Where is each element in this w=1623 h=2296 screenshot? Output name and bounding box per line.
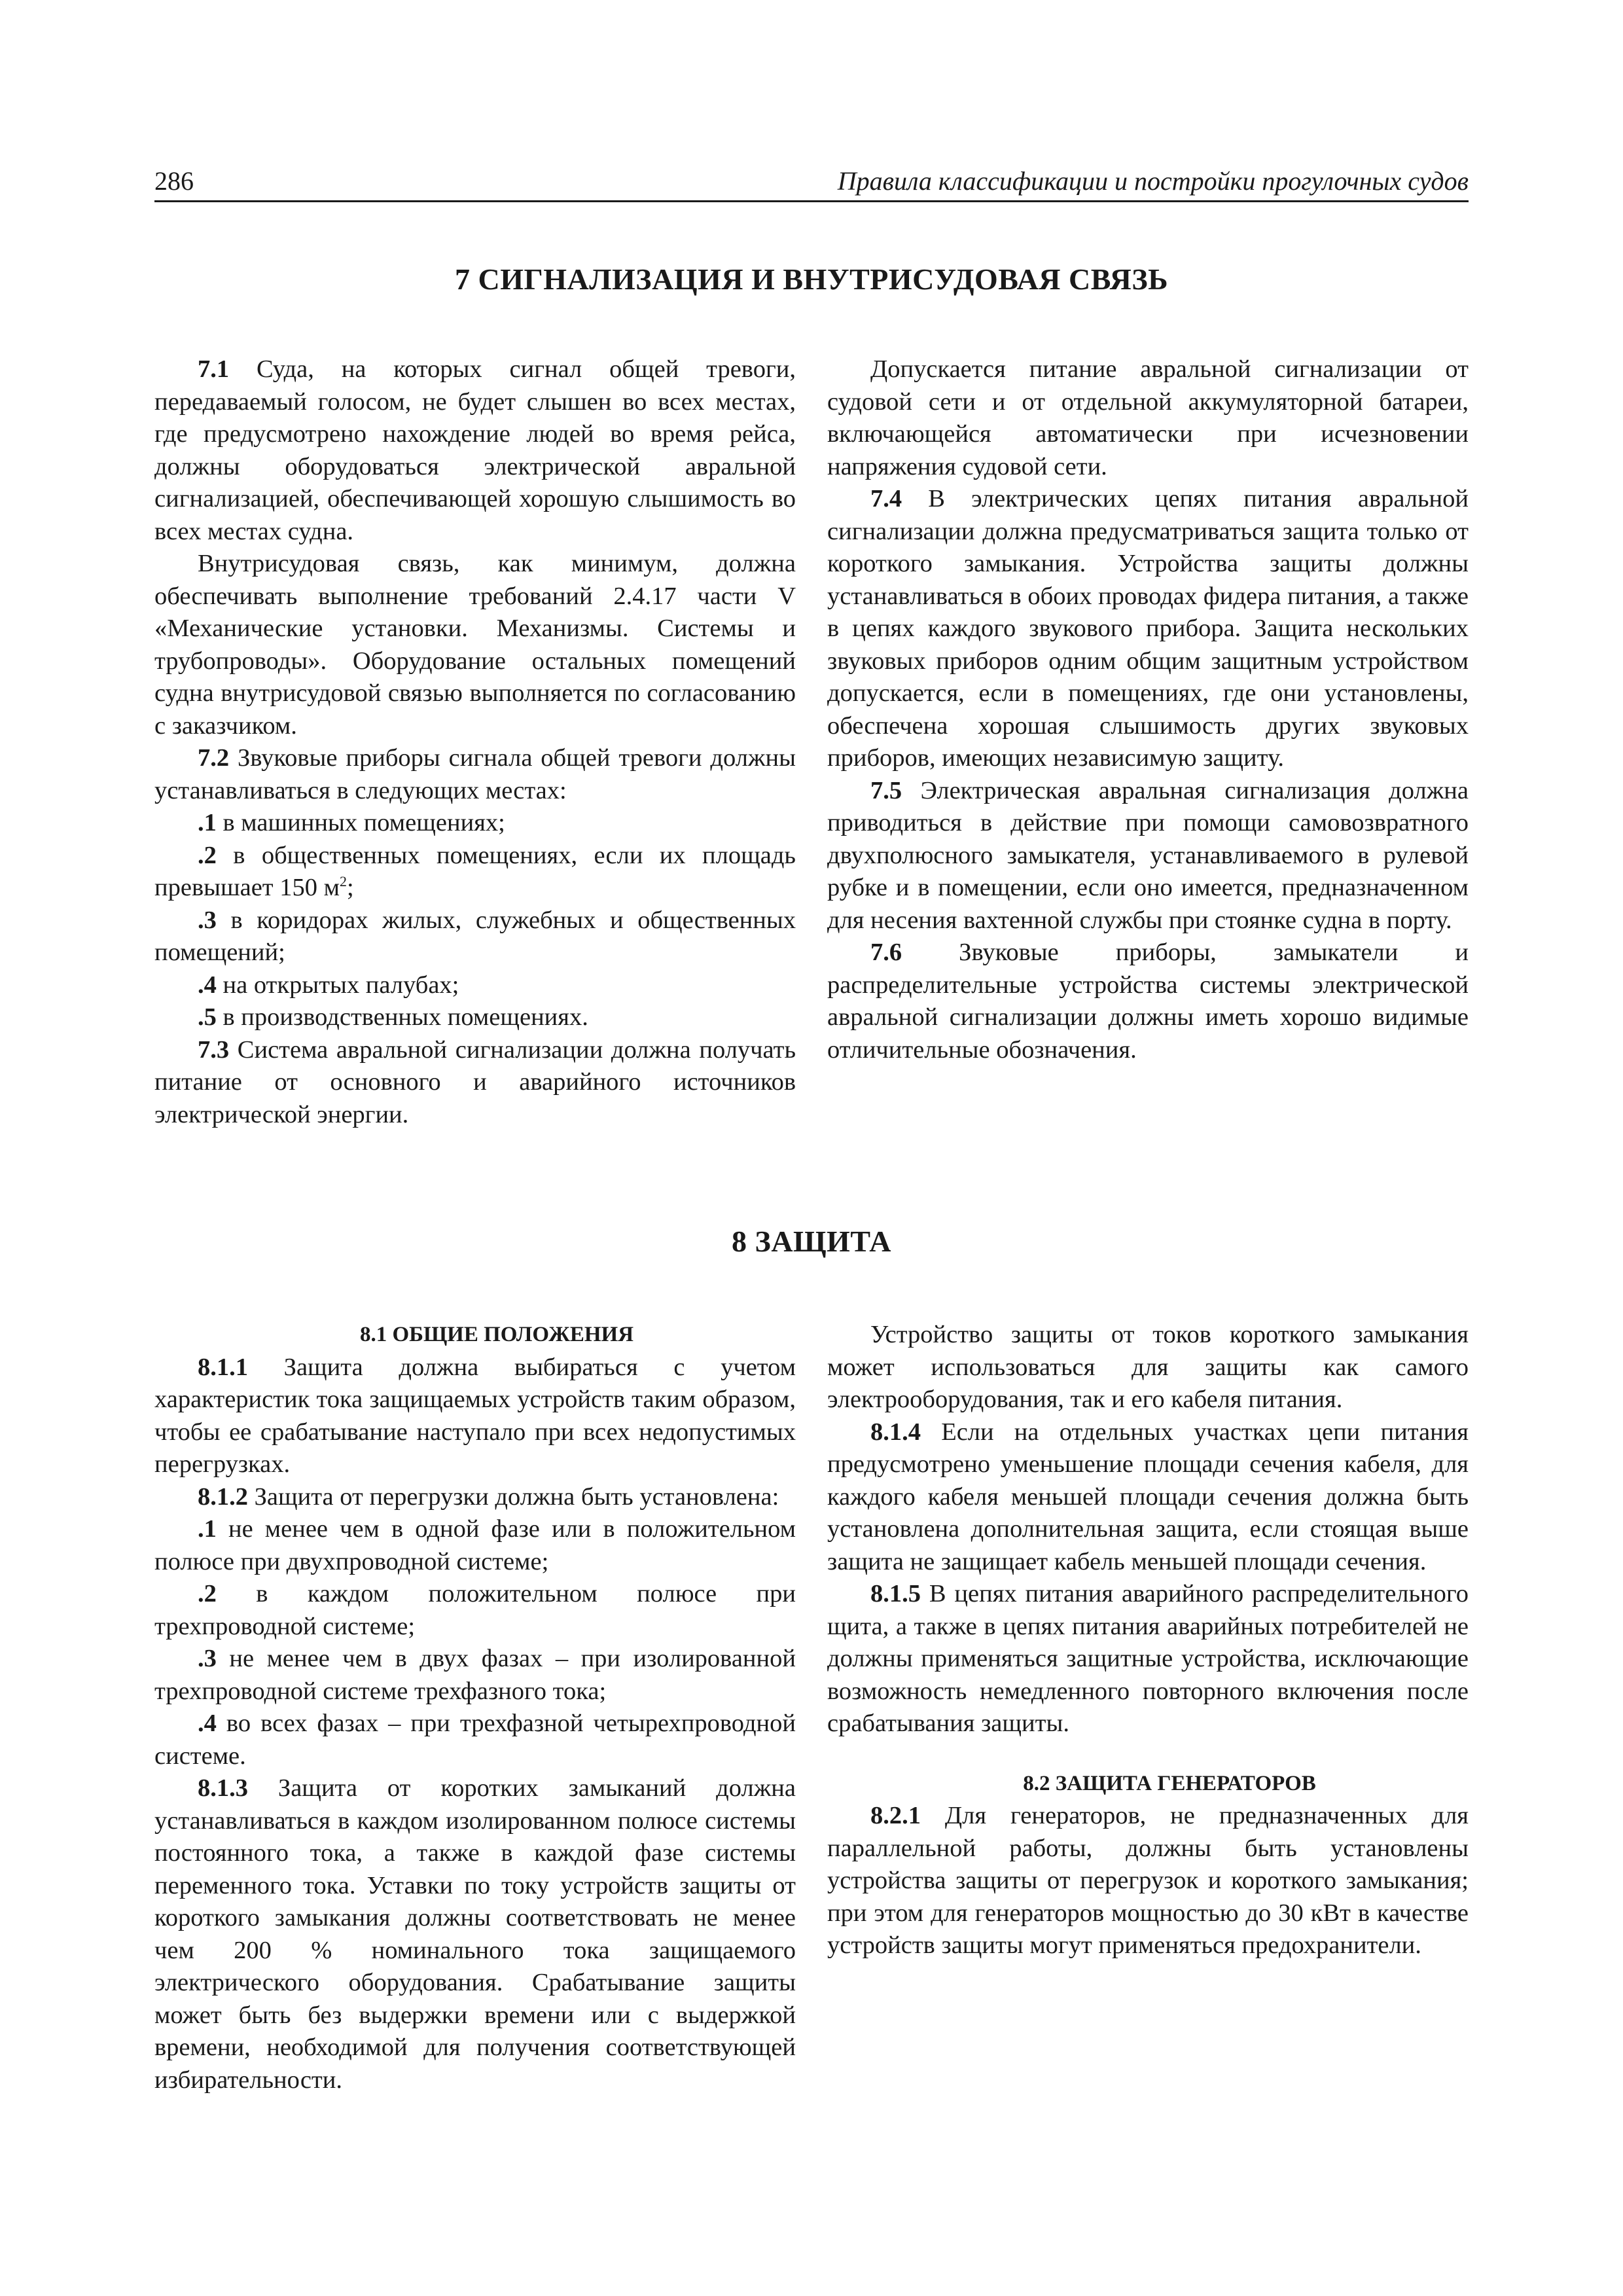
clause-text: Защита должна выбираться с учетом характеристик тока защищаемых устройств таким образом, чтобы ее срабатывание наступало при всех недопустимых перегрузках. [154, 1353, 796, 1478]
list-item [154, 1578, 796, 1643]
paragraph-8-1-3 [154, 1772, 796, 2096]
clause-text: Звуковые приборы, замыкатели и распределительные устройства системы электрической авральной сигнализации должны иметь хорошо видимые отличительные обозначения. [827, 939, 1469, 1064]
clause-number: 7.4 [870, 485, 902, 512]
superscript: 2 [340, 873, 347, 890]
paragraph-7-1 [154, 353, 796, 548]
list-item-number: .3 [198, 1645, 217, 1672]
section-8-right-column [827, 1319, 1469, 1962]
clause-text: Звуковые приборы сигнала общей тревоги должны устанавливаться в следующих местах: [154, 744, 796, 804]
list-item-number: .4 [198, 1710, 217, 1737]
list-item-number: .5 [198, 1003, 217, 1031]
clause-number: 7.1 [198, 355, 230, 383]
list-item-number: .3 [198, 906, 217, 934]
clause-text: Электрическая авральная сигнализация должна приводиться в действие при помощи самовозвратного двухполюсного замыкателя, устанавливаемого в рулевой рубке и в помещении, если оно имеется, предназначенном для несения вахтенной службы при стоянке судна в порту. [827, 776, 1469, 934]
list-item-text: в коридорах жилых, служебных и общественных помещений; [154, 906, 796, 966]
list-item-number: .2 [198, 1580, 217, 1607]
clause-number: 7.6 [870, 939, 902, 966]
list-item-text: во всех фазах – при трехфазной четырехпроводной системе. [154, 1710, 796, 1770]
paragraph-7-3 [154, 1034, 796, 1132]
list-item-number: .2 [198, 841, 217, 869]
clause-number: 8.2.1 [870, 1802, 921, 1829]
running-title: Правила классификации и постройки прогулочных судов [837, 166, 1469, 196]
paragraph-8-2-1 [827, 1800, 1469, 1962]
list-item-text: в производственных помещениях. [216, 1003, 588, 1031]
clause-number: 8.1.2 [198, 1482, 248, 1511]
paragraph-7-6 [827, 937, 1469, 1066]
section-8-left-column [154, 1319, 796, 2096]
clause-text: Защита от перегрузки должна быть установлена: [248, 1482, 779, 1511]
list-item-number: .1 [198, 1515, 217, 1543]
list-item [154, 807, 796, 840]
page-number: 286 [154, 166, 194, 196]
list-item-tail: ; [347, 874, 354, 901]
clause-number: 8.1.3 [198, 1774, 248, 1802]
page-header [154, 152, 1469, 202]
list-item-text: не менее чем в двух фазах – при изолированной трехпроводной системе трехфазного тока; [154, 1645, 796, 1705]
paragraph-8-1-4 [827, 1416, 1469, 1579]
clause-number: 8.1.4 [870, 1418, 921, 1446]
clause-text: В электрических цепях питания авральной сигнализации должна предусматриваться защита только от короткого замыкания. Устройства защиты должны устанавливаться в обоих проводах фидера питания, а также в цепях каждого звукового прибора. Защита нескольких звуковых приборов одним общим защитным устройством допускается, если в помещениях, где они установлены, обеспечена хорошая слышимость других звуковых приборов, имеющих независимую защиту. [827, 485, 1469, 772]
clause-text: Если на отдельных участках цепи питания предусмотрено уменьшение площади сечения кабеля, для каждого кабеля меньшей площади сечения должна быть установлена дополнительная защита, если стоящая выше защита не защищает кабель меньшей площади сечения. [827, 1418, 1469, 1575]
list-item [154, 1001, 796, 1034]
clause-text: Для генераторов, не предназначенных для параллельной работы, должны быть установлены устройства защиты от перегрузок и короткого замыкания; при этом для генераторов мощностью до 30 кВт в качестве устройств защиты могут применяться предохранители. [827, 1802, 1469, 1959]
paragraph-7-3-continued: Допускается питание авральной сигнализации от судовой сети и от отдельной аккумуляторной батареи, включающейся автоматически при исчезновении напряжения судовой сети. [827, 355, 1469, 480]
clause-text: В цепях питания аварийного распределительного щита, а также в цепях питания аварийных потребителей не должны применяться защитные устройства, исключающие возможность немедленного повторного включения после срабатывания защиты. [827, 1580, 1469, 1737]
list-item-text: в машинных помещениях; [216, 809, 505, 836]
list-item-text: на открытых палубах; [216, 971, 459, 999]
list-item-text: в общественных помещениях, если их площадь превышает 150 м [154, 841, 796, 901]
clause-number: 8.1.1 [198, 1353, 248, 1381]
list-item [154, 840, 796, 905]
list-item [154, 905, 796, 969]
clause-number: 7.3 [198, 1035, 230, 1064]
list-item [154, 969, 796, 1002]
subsection-8-2-title: 8.2 ЗАЩИТА ГЕНЕРАТОРОВ [1023, 1771, 1316, 1795]
section-7-right-column [827, 353, 1469, 1066]
clause-number: 8.1.5 [870, 1580, 921, 1607]
section-7-left-column [154, 353, 796, 1131]
list-item-text: в каждом положительном полюсе при трехпроводной системе; [154, 1580, 796, 1640]
section-8-title: 8 ЗАЩИТА [732, 1225, 891, 1258]
section-7-title: 7 СИГНАЛИЗАЦИЯ И ВНУТРИСУДОВАЯ СВЯЗЬ [454, 262, 1169, 296]
paragraph-7-1-continued: Внутрисудовая связь, как минимум, должна обеспечивать выполнение требований 2.4.17 части V «Механические установки. Механизмы. Системы и трубопроводы». Оборудование остальных помещений судна внутрисудовой связью выполняется по согласованию с заказчиком. [154, 550, 796, 740]
list-item [154, 1708, 796, 1772]
list-item [154, 1513, 796, 1578]
clause-number: 7.2 [198, 744, 230, 772]
paragraph-7-2 [154, 742, 796, 807]
paragraph-7-5 [827, 775, 1469, 937]
paragraph-8-1-3-continued: Устройство защиты от токов короткого замыкания может использоваться для защиты как самого электрооборудования, так и его кабеля питания. [827, 1321, 1469, 1413]
paragraph-8-1-2 [154, 1481, 796, 1514]
clause-text: Суда, на которых сигнал общей тревоги, передаваемый голосом, не будет слышен во всех местах, где предусмотрено нахождение людей во время рейса, должны оборудоваться электрической авральной сигнализацией, обеспечивающей хорошую слышимость во всех местах судна. [154, 355, 796, 545]
subsection-8-1-title: 8.1 ОБЩИЕ ПОЛОЖЕНИЯ [359, 1323, 634, 1346]
clause-text: Система авральной сигнализации должна получать питание от основного и аварийного источников электрической энергии. [154, 1035, 796, 1128]
list-item-text: не менее чем в одной фазе или в положительном полюсе при двухпроводной системе; [154, 1515, 796, 1575]
clause-number: 7.5 [870, 776, 902, 804]
clause-text: Защита от коротких замыканий должна устанавливаться в каждом изолированном полюсе системы постоянного тока, а также в каждой фазе системы переменного тока. Уставки по току устройств защиты от короткого замыкания должны соответствовать не менее чем 200 % номинального тока защищаемого электрического оборудования. Срабатывание защиты может быть без выдержки времени или с выдержкой времени, необходимой для получения соответствующей избирательности. [154, 1774, 796, 2094]
list-item [154, 1643, 796, 1708]
paragraph-7-4 [827, 483, 1469, 775]
paragraph-8-1-5 [827, 1578, 1469, 1740]
list-item-number: .1 [198, 809, 217, 836]
paragraph-8-1-1 [154, 1352, 796, 1481]
list-item-number: .4 [198, 971, 217, 999]
